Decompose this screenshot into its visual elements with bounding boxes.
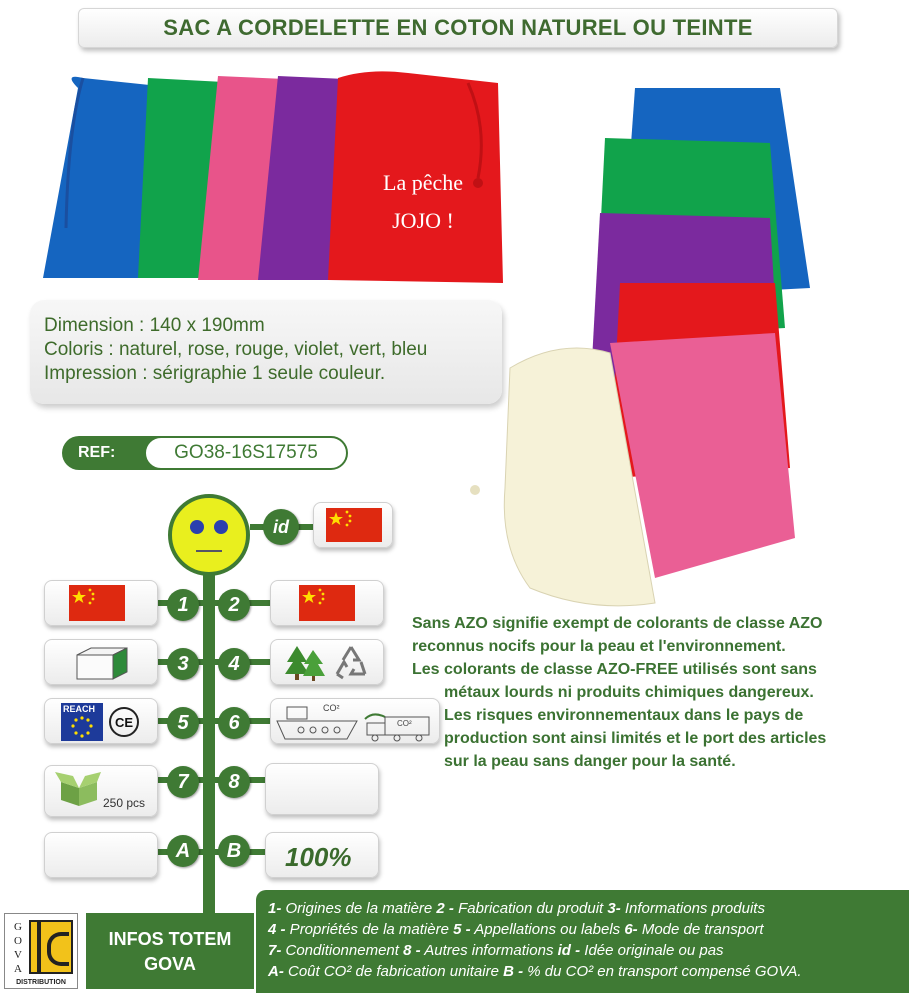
smiley-mouth — [196, 550, 222, 552]
logo-mark — [29, 920, 73, 974]
card-3-product-info — [44, 639, 158, 685]
totem-number-2: 2 — [218, 589, 250, 621]
spec-printing: Impression : sérigraphie 1 seule couleur. — [44, 363, 386, 384]
card-id — [313, 502, 393, 548]
open-box-icon — [55, 768, 101, 806]
card-a-co2-cost — [44, 832, 158, 878]
trees-icon — [285, 644, 325, 682]
china-flag-icon — [299, 585, 355, 621]
legend-line-4: A- Coût CO² de fabrication unitaire B - % du CO² en transport compensé GOVA. — [268, 963, 802, 980]
card-7-packaging — [44, 765, 158, 817]
card-1-origin — [44, 580, 158, 626]
logo-subtitle: DISTRIBUTION — [16, 979, 66, 986]
legend-box — [256, 890, 909, 993]
logo-letter-o: O — [14, 935, 22, 947]
totem-number-1: 1 — [167, 589, 199, 621]
totem-number-3: 3 — [167, 648, 199, 680]
bags-illustration-left — [38, 68, 518, 288]
compensated-percent: 100% — [285, 842, 352, 872]
totem-title-box — [86, 913, 254, 989]
card-6-transport — [270, 698, 440, 744]
gova-logo — [4, 913, 78, 989]
bag-print-line-1: La pêche — [383, 170, 463, 195]
ce-mark-icon: CE — [109, 707, 139, 737]
logo-letter-a: A — [14, 963, 22, 975]
china-flag-icon — [326, 508, 382, 542]
ship-icon — [275, 703, 359, 743]
azo-line-4: métaux lourds ni produits chimiques dangereux. — [444, 684, 814, 701]
azo-line-3: Les colorants de classe AZO-FREE utilisés sont sans — [412, 661, 817, 678]
azo-line-5: Les risques environnementaux dans le pays de — [444, 707, 804, 724]
totem-letter-a: A — [167, 835, 199, 867]
recycle-icon — [331, 644, 371, 682]
ref-value: GO38-16S17575 — [144, 436, 348, 470]
ref-label: REF: — [62, 436, 162, 470]
cord-knot — [470, 485, 480, 495]
card-8-other-info — [265, 763, 379, 815]
card-2-manufacturing — [270, 580, 384, 626]
page-title: SAC A CORDELETTE EN COTON NATUREL OU TEINTE — [163, 15, 753, 40]
legend-line-1: 1- Origines de la matière 2 - Fabrication du produit 3- Informations produits — [268, 900, 765, 917]
totem-letter-b: B — [218, 835, 250, 867]
reach-label-icon — [61, 703, 103, 741]
spec-dimension: Dimension : 140 x 190mm — [44, 315, 265, 336]
azo-line-2: reconnus nocifs pour la peau et l'environnement. — [412, 638, 786, 655]
eu-stars-icon — [69, 715, 95, 739]
reach-text: REACH — [63, 704, 96, 714]
totem-title: INFOS TOTEM GOVA — [108, 929, 232, 974]
smiley-icon — [168, 494, 250, 576]
azo-line-7: sur la peau sans danger pour la santé. — [444, 753, 736, 770]
bag-print-line-2: JOJO ! — [392, 208, 454, 233]
bags-illustration-right — [470, 68, 820, 613]
totem-number-6: 6 — [218, 707, 250, 739]
smiley-right-eye — [214, 520, 228, 534]
totem-number-7: 7 — [167, 766, 199, 798]
card-4-material-properties — [270, 639, 384, 685]
azo-line-6: production sont ainsi limités et le port des articles — [444, 730, 827, 747]
spec-box — [30, 300, 502, 404]
totem-number-4: 4 — [218, 648, 250, 680]
china-flag-icon — [69, 585, 125, 621]
pieces-count: 250 pcs — [103, 796, 146, 810]
co2-label-truck: CO² — [397, 719, 412, 728]
title-banner — [78, 8, 838, 48]
smiley-left-eye — [190, 520, 204, 534]
legend-line-2: 4 - Propriétés de la matière 5 - Appellations ou labels 6- Mode de transport — [268, 921, 764, 938]
totem-pole — [203, 556, 215, 936]
product-box-icon — [73, 645, 131, 681]
logo-letter-g: G — [14, 921, 22, 933]
spec-colors: Coloris : naturel, rose, rouge, violet, vert, bleu — [44, 339, 428, 360]
legend-line-3: 7- Conditionnement 8 - Autres informations id - Idée originale ou pas — [268, 942, 724, 959]
totem-number-5: 5 — [167, 707, 199, 739]
logo-letter-v: V — [14, 949, 22, 961]
totem-number-id: id — [263, 509, 299, 545]
card-5-labels — [44, 698, 158, 744]
co2-label-ship: CO² — [323, 703, 340, 713]
totem-number-8: 8 — [218, 766, 250, 798]
azo-line-1: Sans AZO signifie exempt de colorants de classe AZO — [412, 615, 823, 632]
